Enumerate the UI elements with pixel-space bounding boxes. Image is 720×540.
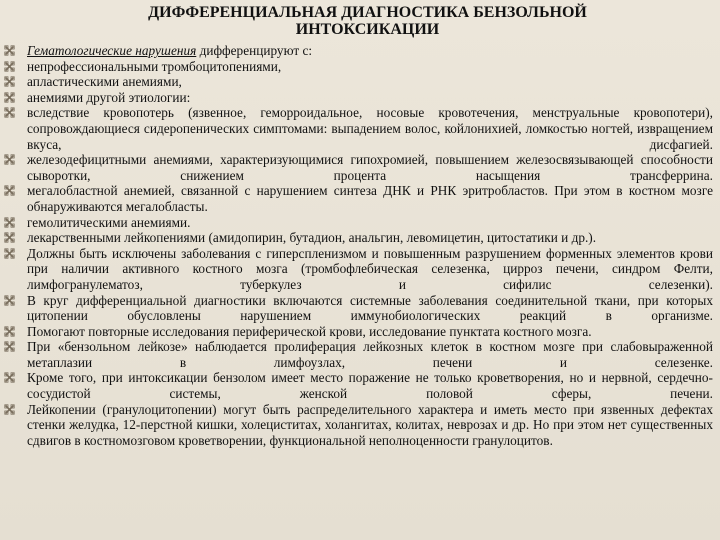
x-square-bullet-icon	[4, 341, 15, 352]
list-item	[0, 293, 720, 324]
content-area	[0, 43, 720, 448]
list-item-text: Лейкопении (гранулоцитопении) могут быть распределительного характера и иметь место при язвенных дефектах стенки желудка, 12-перстной кишки, холециститах, холангитах, колитах, неврозах и др. Но при этом нет существенных сдвигов в костномозговом кроветворении, функциональной неполноценности гранулоцитов.	[27, 401, 713, 448]
title-line-1: ДИФФЕРЕНЦИАЛЬНАЯ ДИАГНОСТИКА БЕНЗОЛЬНОЙ	[148, 4, 587, 21]
list-item	[0, 74, 720, 90]
x-square-bullet-icon	[4, 404, 15, 415]
bullet-list	[0, 43, 720, 448]
list-item	[0, 90, 720, 106]
list-item-text: дифференцируют с:	[196, 43, 313, 58]
x-square-bullet-icon	[4, 61, 15, 72]
list-item	[0, 230, 720, 246]
x-square-bullet-icon	[4, 217, 15, 228]
list-item-text: При «бензольном лейкозе» наблюдается пролиферация лейкозных клеток в костном мозге при слабовыраженной метаплазии в лимфоузлах, печени и селезенке.	[27, 339, 713, 370]
list-item	[0, 105, 720, 152]
list-item	[0, 370, 720, 401]
page-title	[90, 4, 645, 38]
list-item	[0, 339, 720, 370]
x-square-bullet-icon	[4, 92, 15, 103]
list-item-text: вследствие кровопотерь (язвенное, геморроидальное, носовые кровотечения, менструальные кровопотери), сопровождающиеся сидеропенических симптомами: выпадением волос, койлонихией, ломкостью ногтей, извращением вкуса, дисфагией.	[27, 105, 713, 152]
list-item	[0, 59, 720, 75]
list-item	[0, 246, 720, 293]
list-item	[0, 215, 720, 231]
x-square-bullet-icon	[4, 372, 15, 383]
x-square-bullet-icon	[4, 45, 15, 56]
x-square-bullet-icon	[4, 154, 15, 165]
list-item-text: непрофессиональными тромбоцитопениями,	[27, 58, 282, 74]
x-square-bullet-icon	[4, 295, 15, 306]
title-line-2: ИНТОКСИКАЦИИ	[295, 21, 440, 38]
list-item	[0, 152, 720, 183]
x-square-bullet-icon	[4, 76, 15, 87]
x-square-bullet-icon	[4, 185, 15, 196]
list-item-text: В круг дифференциальной диагностики включаются системные заболевания соединительной ткани, при которых цитопении обусловлены нарушением иммунобиологических реакций в организме.	[27, 292, 713, 324]
x-square-bullet-icon	[4, 232, 15, 243]
list-item-text: Кроме того, при интоксикации бензолом имеет место поражение не только кроветворения, но и нервной, сердечно-сосудистой системы, женской половой сферы, печени.	[27, 370, 713, 402]
list-item-text: Помогают повторные исследования периферической крови, исследование пунктата костного мозга.	[27, 323, 592, 339]
list-item-text: лекарственными лейкопениями (амидопирин, бутадион, анальгин, левомицетин, цитостатики и др.).	[27, 230, 597, 246]
list-item-text: апластическими анемиями,	[27, 74, 182, 90]
list-item	[0, 324, 720, 340]
x-square-bullet-icon	[4, 248, 15, 259]
list-item-text: Должны быть исключены заболевания с гиперспленизмом и повышенным разрушением форменных элементов крови при наличии активного костного мозга (тромбофлебическая селезенка, цирроз печени, синдром Фелти, лимфогранулематоз, туберкулез и сифилис селезенки).	[27, 245, 713, 292]
list-item	[0, 43, 720, 59]
list-item-text: железодефицитными анемиями, характеризующимися гипохромией, повышением железосвязывающей способности сыворотки, снижением процента насыщения трансферрина.	[27, 152, 713, 183]
x-square-bullet-icon	[4, 326, 15, 337]
list-item-text: мегалобластной анемией, связанной с нарушением синтеза ДНК и РНК эритробластов. При этом в костном мозге обнаруживаются мегалобласты.	[27, 183, 713, 214]
list-item	[0, 402, 720, 449]
list-item-text: анемиями другой этиологии:	[27, 89, 191, 105]
list-item-text: гемолитическими анемиями.	[27, 214, 191, 230]
x-square-bullet-icon	[4, 107, 15, 118]
emphasis-text: Гематологические нарушения	[27, 43, 197, 58]
list-item	[0, 183, 720, 214]
